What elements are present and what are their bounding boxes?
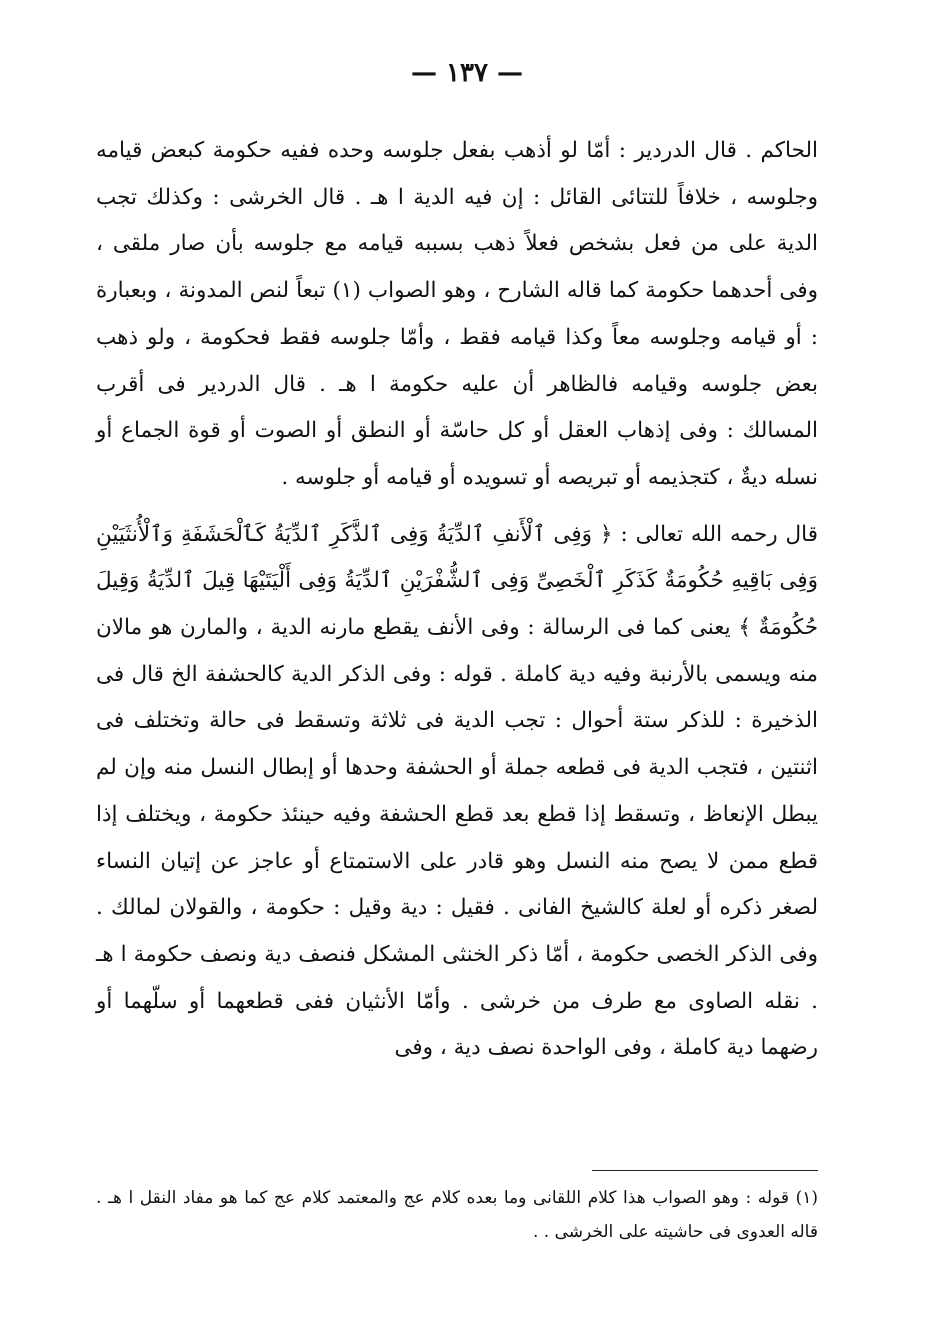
main-text bbox=[96, 128, 818, 1072]
paragraph-1: الحاكم . قال الدردير : أمّا لو أذهب بفعل جلوسه وحده ففيه حكومة كبعض قيامه وجلوسه ، خلافاً للتتائى القائل : إن فيه الدية ا هـ . قال الخرشى : وكذلك تجب الدية على من فعل بشخص فعلاً ذهب بسببه قيامه مع جلوسه بأن صار ملقى ، وفى أحدهما حكومة كما قاله الشارح ، وهو الصواب (١) تبعاً لنص المدونة ، وبعبارة : أو قيامه وجلوسه معاً وكذا قيامه فقط ، وأمّا جلوسه فقط فحكومة ، ولو ذهب بعض جلوسه وقيامه فالظاهر أن عليه حكومة ا هـ . قال الدردير فى أقرب المسالك : وفى إذهاب العقل أو كل حاسّة أو النطق أو الصوت أو قوة الجماع أو نسله ديةٌ ، كتجذيمه أو تبريصه أو تسويده أو قيامه أو جلوسه . bbox=[96, 138, 818, 490]
page-number: — ١٣٧ — bbox=[410, 58, 524, 88]
footnote-divider bbox=[592, 1170, 818, 1171]
footnote-text: (١) قوله : وهو الصواب هذا كلام اللقانى وما بعده كلام عج والمعتمد كلام عج كما هو مفاد النقل ا هـ . قاله العدوى فى حاشيته على الخرشى . . bbox=[96, 1188, 818, 1242]
footnote bbox=[96, 1181, 818, 1249]
paragraph-2: قال رحمه الله تعالى : ﴿ وَفِى ٱلْأَنفِ ٱلدِّيَةُ وَفِى ٱلذَّكَرِ ٱلدِّيَةُ كَٱلْحَشَفَةِ وَٱلْأُنثَيَيْنِ وَفِى بَاقِيهِ حُكُومَةٌ كَذَكَرِ ٱلْخَصِىِّ وَفِى ٱلشُّفْرَيْنِ ٱلدِّيَةُ وَفِى أَلْيَتَيْهَا قِيلَ ٱلدِّيَةُ وَقِيلَ حُكُومَةٌ ﴾ يعنى كما فى الرسالة : وفى الأنف يقطع مارنه الدية ، والمارن هو مالان منه ويسمى بالأرنبة وفيه دية كاملة . قوله : وفى الذكر الدية كالحشفة الخ قال فى الذخيرة : للذكر ستة أحوال : تجب الدية فى ثلاثة وتسقط فى حالة وتختلف فى اثنتين ، فتجب الدية فى قطعه جملة أو الحشفة وحدها أو إبطال النسل منه وإن لم يبطل الإنعاظ ، وتسقط إذا قطع بعد قطع الحشفة وفيه حينئذ حكومة ، ويختلف إذا قطع ممن لا يصح منه النسل وهو قادر على الاستمتاع أو عاجز عن إتيان النساء لصغر ذكره أو لعلة كالشيخ الفانى . فقيل : دية وقيل : حكومة ، والقولان لمالك . وفى الذكر الخصى حكومة ، أمّا ذكر الخنثى المشكل فنصف دية ونصف حكومة ا هـ . نقله الصاوى مع طرف من خرشى . وأمّا الأنثيان ففى قطعهما أو سلّهما أو رضهما دية كاملة ، وفى الواحدة نصف دية ، وفى bbox=[96, 521, 818, 1061]
